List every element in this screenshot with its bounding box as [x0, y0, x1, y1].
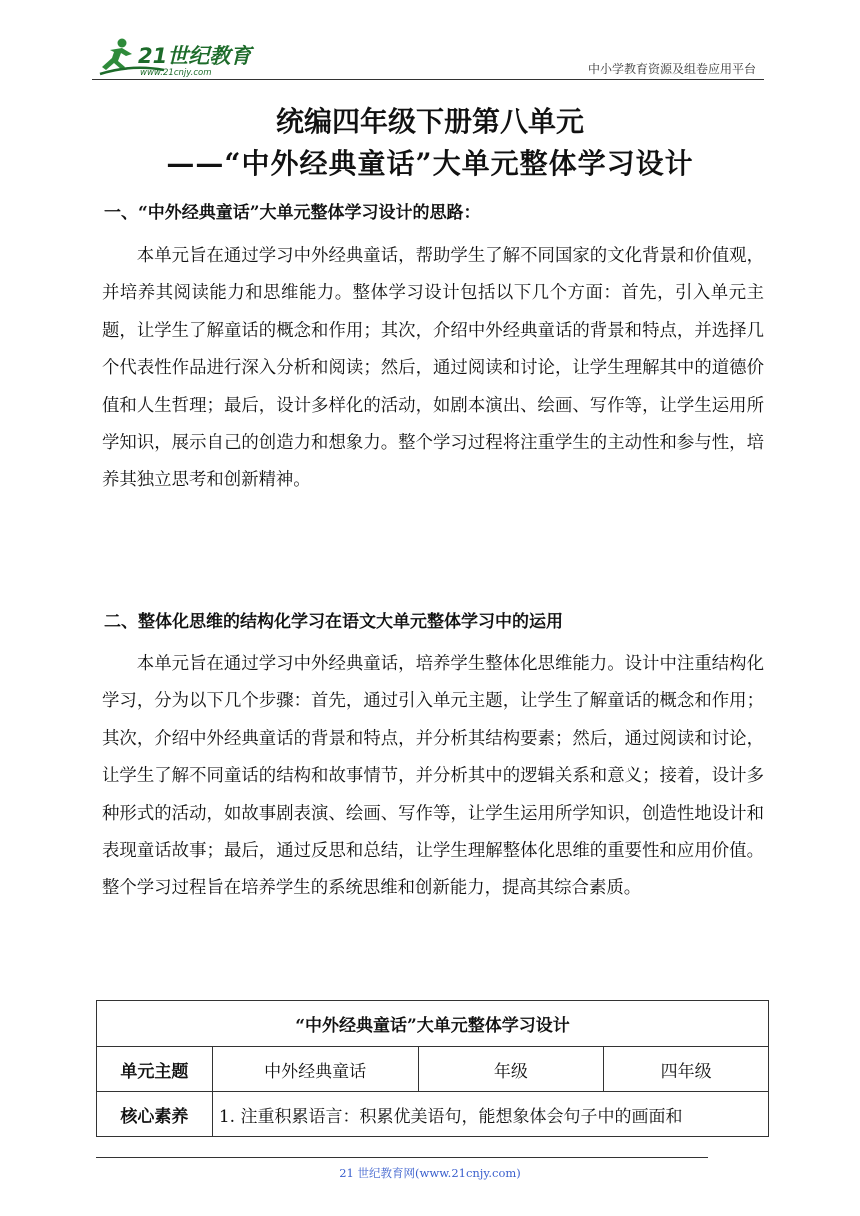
- svg-text:www.21cnjy.com: www.21cnjy.com: [140, 68, 212, 78]
- runner-logo-icon: [92, 34, 272, 82]
- table-row: [97, 1092, 769, 1137]
- unit-theme-value: 中外经典童话: [212, 1047, 418, 1092]
- label-grade: 年级: [418, 1047, 604, 1092]
- table-row: [97, 1001, 769, 1047]
- grade-value: 四年级: [604, 1047, 769, 1092]
- header-divider: [92, 79, 764, 80]
- label-core-literacy: 核心素养: [97, 1092, 213, 1137]
- section-body-1: 本单元旨在通过学习中外经典童话，帮助学生了解不同国家的文化背景和价值观，并培养其阅读能力和思维能力。整体学习设计包括以下几个方面：首先，引入单元主题，让学生了解童话的概念和作用；其次，介绍中外经典童话的背景和特点，并选择几个代表性作品进行深入分析和阅读；然后，通过阅读和讨论，让学生理解其中的道德价值和人生哲理；最后，设计多样化的活动，如剧本演出、绘画、写作等，让学生运用所学知识，展示自己的创造力和想象力。整个学习过程将注重学生的主动性和参与性，培养其独立思考和创新精神。: [102, 246, 764, 491]
- document-title: 统编四年级下册第八单元: [275, 105, 584, 138]
- document-subtitle: ——“中外经典童话”大单元整体学习设计: [166, 147, 694, 180]
- table-caption: “中外经典童话”大单元整体学习设计: [97, 1001, 769, 1047]
- footer-divider: [96, 1157, 708, 1158]
- section-heading-1: 一、“中外经典童话”大单元整体学习设计的思路：: [104, 203, 481, 223]
- site-logo: [92, 34, 272, 82]
- site-tagline: 中小学教育资源及组卷应用平台: [587, 62, 756, 76]
- unit-design-table: [96, 1000, 769, 1137]
- section-heading-2: 二、整体化思维的结构化学习在语文大单元整体学习中的运用: [104, 612, 563, 632]
- footer-link[interactable]: 21 世纪教育网(www.21cnjy.com): [339, 1166, 521, 1180]
- table-row: [97, 1047, 769, 1092]
- core-literacy-value: 1. 注重积累语言：积累优美语句，能想象体会句子中的画面和: [212, 1092, 768, 1137]
- label-unit-theme: 单元主题: [97, 1047, 213, 1092]
- section-body-2: 本单元旨在通过学习中外经典童话，培养学生整体化思维能力。设计中注重结构化学习，分为以下几个步骤：首先，通过引入单元主题，让学生了解童话的概念和作用；其次，介绍中外经典童话的背景和特点，并分析其结构要素；然后，通过阅读和讨论，让学生了解不同童话的结构和故事情节，并分析其中的逻辑关系和意义；接着，设计多种形式的活动，如故事剧表演、绘画、写作等，让学生运用所学知识，创造性地设计和表现童话故事；最后，通过反思和总结，让学生理解整体化思维的重要性和应用价值。整个学习过程旨在培养学生的系统思维和创新能力，提高其综合素质。: [102, 654, 764, 899]
- svg-text:21世纪教育: 21世纪教育: [138, 44, 252, 68]
